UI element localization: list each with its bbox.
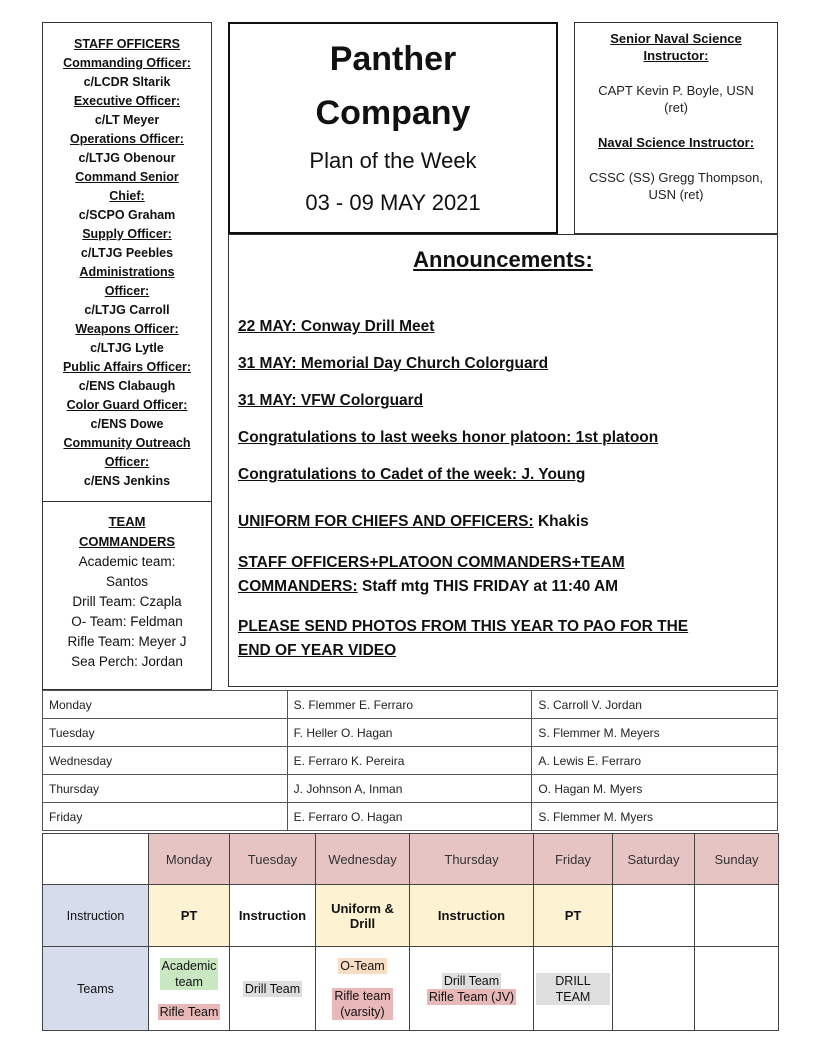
announcement-item: 31 MAY: VFW Colorguard <box>238 392 424 409</box>
team-commanders-panel <box>42 501 212 690</box>
team-line: Sea Perch: Jordan <box>71 654 183 669</box>
teams-saturday <box>613 947 695 1031</box>
nsi-ret: USN (ret) <box>648 187 704 202</box>
staff-name: c/SCPO Graham <box>78 208 176 222</box>
staff-role: Administrations <box>79 265 175 279</box>
instruction-monday: PT <box>149 885 230 947</box>
staff-role: Commanding Officer: <box>63 56 191 70</box>
staff-name: c/LTJG Carroll <box>84 303 170 317</box>
instruction-row-label: Instruction <box>43 885 149 947</box>
staff-name: c/LCDR Sltarik <box>83 75 171 89</box>
senior-instructor-name: CAPT Kevin P. Boyle, USN <box>598 83 754 98</box>
photos-announcement <box>238 615 688 663</box>
staff-name: c/LTJG Lytle <box>90 341 164 355</box>
senior-instructor-heading2: Instructor: <box>643 48 709 63</box>
announcement-item: Congratulations to Cadet of the week: J. Young <box>238 466 586 483</box>
announcement-item: 22 MAY: Conway Drill Meet <box>238 318 435 335</box>
duty-names: E. Ferraro K. Pereira <box>287 747 532 775</box>
rifle-team-tag: Rifle Team <box>159 1004 219 1019</box>
duty-row <box>43 747 778 775</box>
announcements-panel <box>228 234 778 687</box>
teams-row-label: Teams <box>43 947 149 1031</box>
drill-team-tag: Drill Team <box>244 981 301 996</box>
staff-role: Executive Officer: <box>73 94 181 108</box>
uniform-label: UNIFORM FOR CHIEFS AND OFFICERS: <box>238 513 534 530</box>
schedule-day-header: Sunday <box>695 834 779 885</box>
nsi-heading: Naval Science Instructor: <box>597 135 755 150</box>
schedule-day-header: Monday <box>149 834 230 885</box>
instructors-panel <box>574 22 778 234</box>
teams-sunday <box>695 947 779 1031</box>
announcements-heading: Announcements: <box>413 247 593 272</box>
staff-list <box>43 54 211 491</box>
duty-names: S. Flemmer M. Myers <box>532 803 778 831</box>
duty-names: S. Flemmer E. Ferraro <box>287 691 532 719</box>
team-line: Academic team: <box>78 554 176 569</box>
duty-day: Monday <box>43 691 288 719</box>
staff-role: Officer: <box>104 284 150 298</box>
title-subtitle: Plan of the Week <box>309 148 477 173</box>
team-line: Rifle Team: Meyer J <box>67 634 187 649</box>
teams-thursday <box>410 947 534 1031</box>
instruction-sunday <box>695 885 779 947</box>
duty-row <box>43 691 778 719</box>
title-dates: 03 - 09 MAY 2021 <box>305 190 481 215</box>
photos-line2: END OF YEAR VIDEO <box>238 642 397 659</box>
staff-role: Command Senior <box>75 170 179 184</box>
staff-role: Color Guard Officer: <box>66 398 188 412</box>
staff-name: c/ENS Jenkins <box>83 474 171 488</box>
teams-tuesday <box>230 947 316 1031</box>
duty-day: Thursday <box>43 775 288 803</box>
duty-row <box>43 719 778 747</box>
weekly-schedule-table <box>42 833 779 1031</box>
team-heading-line1: TEAM <box>108 514 146 529</box>
duty-day: Friday <box>43 803 288 831</box>
staff-name: c/ENS Dowe <box>90 417 164 431</box>
staff-role: Chief: <box>109 189 145 203</box>
duty-day: Tuesday <box>43 719 288 747</box>
teams-friday <box>534 947 613 1031</box>
duty-names: O. Hagan M. Myers <box>532 775 778 803</box>
duty-names: F. Heller O. Hagan <box>287 719 532 747</box>
staff-role: Public Affairs Officer: <box>62 360 192 374</box>
duty-names: S. Carroll V. Jordan <box>532 691 778 719</box>
staff-role: Operations Officer: <box>70 132 184 146</box>
title-line1: Panther <box>329 40 457 78</box>
title-line2: Company <box>315 94 471 132</box>
team-line: O- Team: Feldman <box>71 614 183 629</box>
schedule-corner <box>43 834 149 885</box>
o-team-tag: O-Team <box>340 958 385 973</box>
team-line: Drill Team: Czapla <box>72 594 182 609</box>
staff-role: Officer: <box>104 455 150 469</box>
duty-names: S. Flemmer M. Meyers <box>532 719 778 747</box>
staff-meeting-value: Staff mtg THIS FRIDAY at 11:40 AM <box>357 578 619 595</box>
duty-row <box>43 775 778 803</box>
instruction-thursday: Instruction <box>410 885 534 947</box>
teams-wednesday <box>316 947 410 1031</box>
instruction-wednesday: Uniform & Drill <box>316 885 410 947</box>
team-line: Santos <box>105 574 149 589</box>
staff-heading: STAFF OFFICERS <box>73 37 180 51</box>
team-heading-line2: COMMANDERS <box>78 534 176 549</box>
drill-team-tag: Drill Team <box>443 973 500 988</box>
title-panel <box>228 22 558 234</box>
announcement-item: 31 MAY: Memorial Day Church Colorguard <box>238 355 549 372</box>
schedule-day-header: Saturday <box>613 834 695 885</box>
instruction-saturday <box>613 885 695 947</box>
academic-team-tag: Academic team <box>161 958 217 989</box>
duty-names: J. Johnson A, Inman <box>287 775 532 803</box>
schedule-day-header: Tuesday <box>230 834 316 885</box>
rifle-jv-tag: Rifle Team (JV) <box>428 989 515 1004</box>
staff-meeting-announcement <box>238 551 625 599</box>
schedule-day-header: Friday <box>534 834 613 885</box>
staff-name: c/LTJG Peebles <box>80 246 174 260</box>
staff-meeting-label1: STAFF OFFICERS+PLATOON COMMANDERS+TEAM <box>238 554 625 571</box>
instruction-tuesday: Instruction <box>230 885 316 947</box>
senior-instructor-ret: (ret) <box>664 100 688 115</box>
uniform-value: Khakis <box>533 513 589 530</box>
duty-names: E. Ferraro O. Hagan <box>287 803 532 831</box>
staff-name: c/LT Meyer <box>94 113 160 127</box>
duty-row <box>43 803 778 831</box>
teams-monday <box>149 947 230 1031</box>
staff-role: Supply Officer: <box>82 227 172 241</box>
duty-day: Wednesday <box>43 747 288 775</box>
duty-roster-table <box>42 690 778 831</box>
staff-role: Community Outreach <box>63 436 191 450</box>
staff-officers-panel <box>42 22 212 502</box>
rifle-varsity-tag: Rifle team (varsity) <box>334 988 391 1019</box>
staff-meeting-label2: COMMANDERS: <box>238 578 358 595</box>
instruction-friday: PT <box>534 885 613 947</box>
schedule-day-header: Thursday <box>410 834 534 885</box>
staff-name: c/ENS Clabaugh <box>78 379 176 393</box>
staff-role: Weapons Officer: <box>75 322 179 336</box>
nsi-name: CSSC (SS) Gregg Thompson, <box>589 170 763 185</box>
schedule-day-header: Wednesday <box>316 834 410 885</box>
photos-line1: PLEASE SEND PHOTOS FROM THIS YEAR TO PAO FOR THE <box>238 618 689 635</box>
drill-team-tag: DRILL TEAM <box>536 973 610 1005</box>
uniform-announcement <box>238 510 589 534</box>
announcement-item: Congratulations to last weeks honor platoon: 1st platoon <box>238 429 659 446</box>
senior-instructor-heading1: Senior Naval Science <box>610 31 742 46</box>
staff-name: c/LTJG Obenour <box>78 151 176 165</box>
duty-names: A. Lewis E. Ferraro <box>532 747 778 775</box>
